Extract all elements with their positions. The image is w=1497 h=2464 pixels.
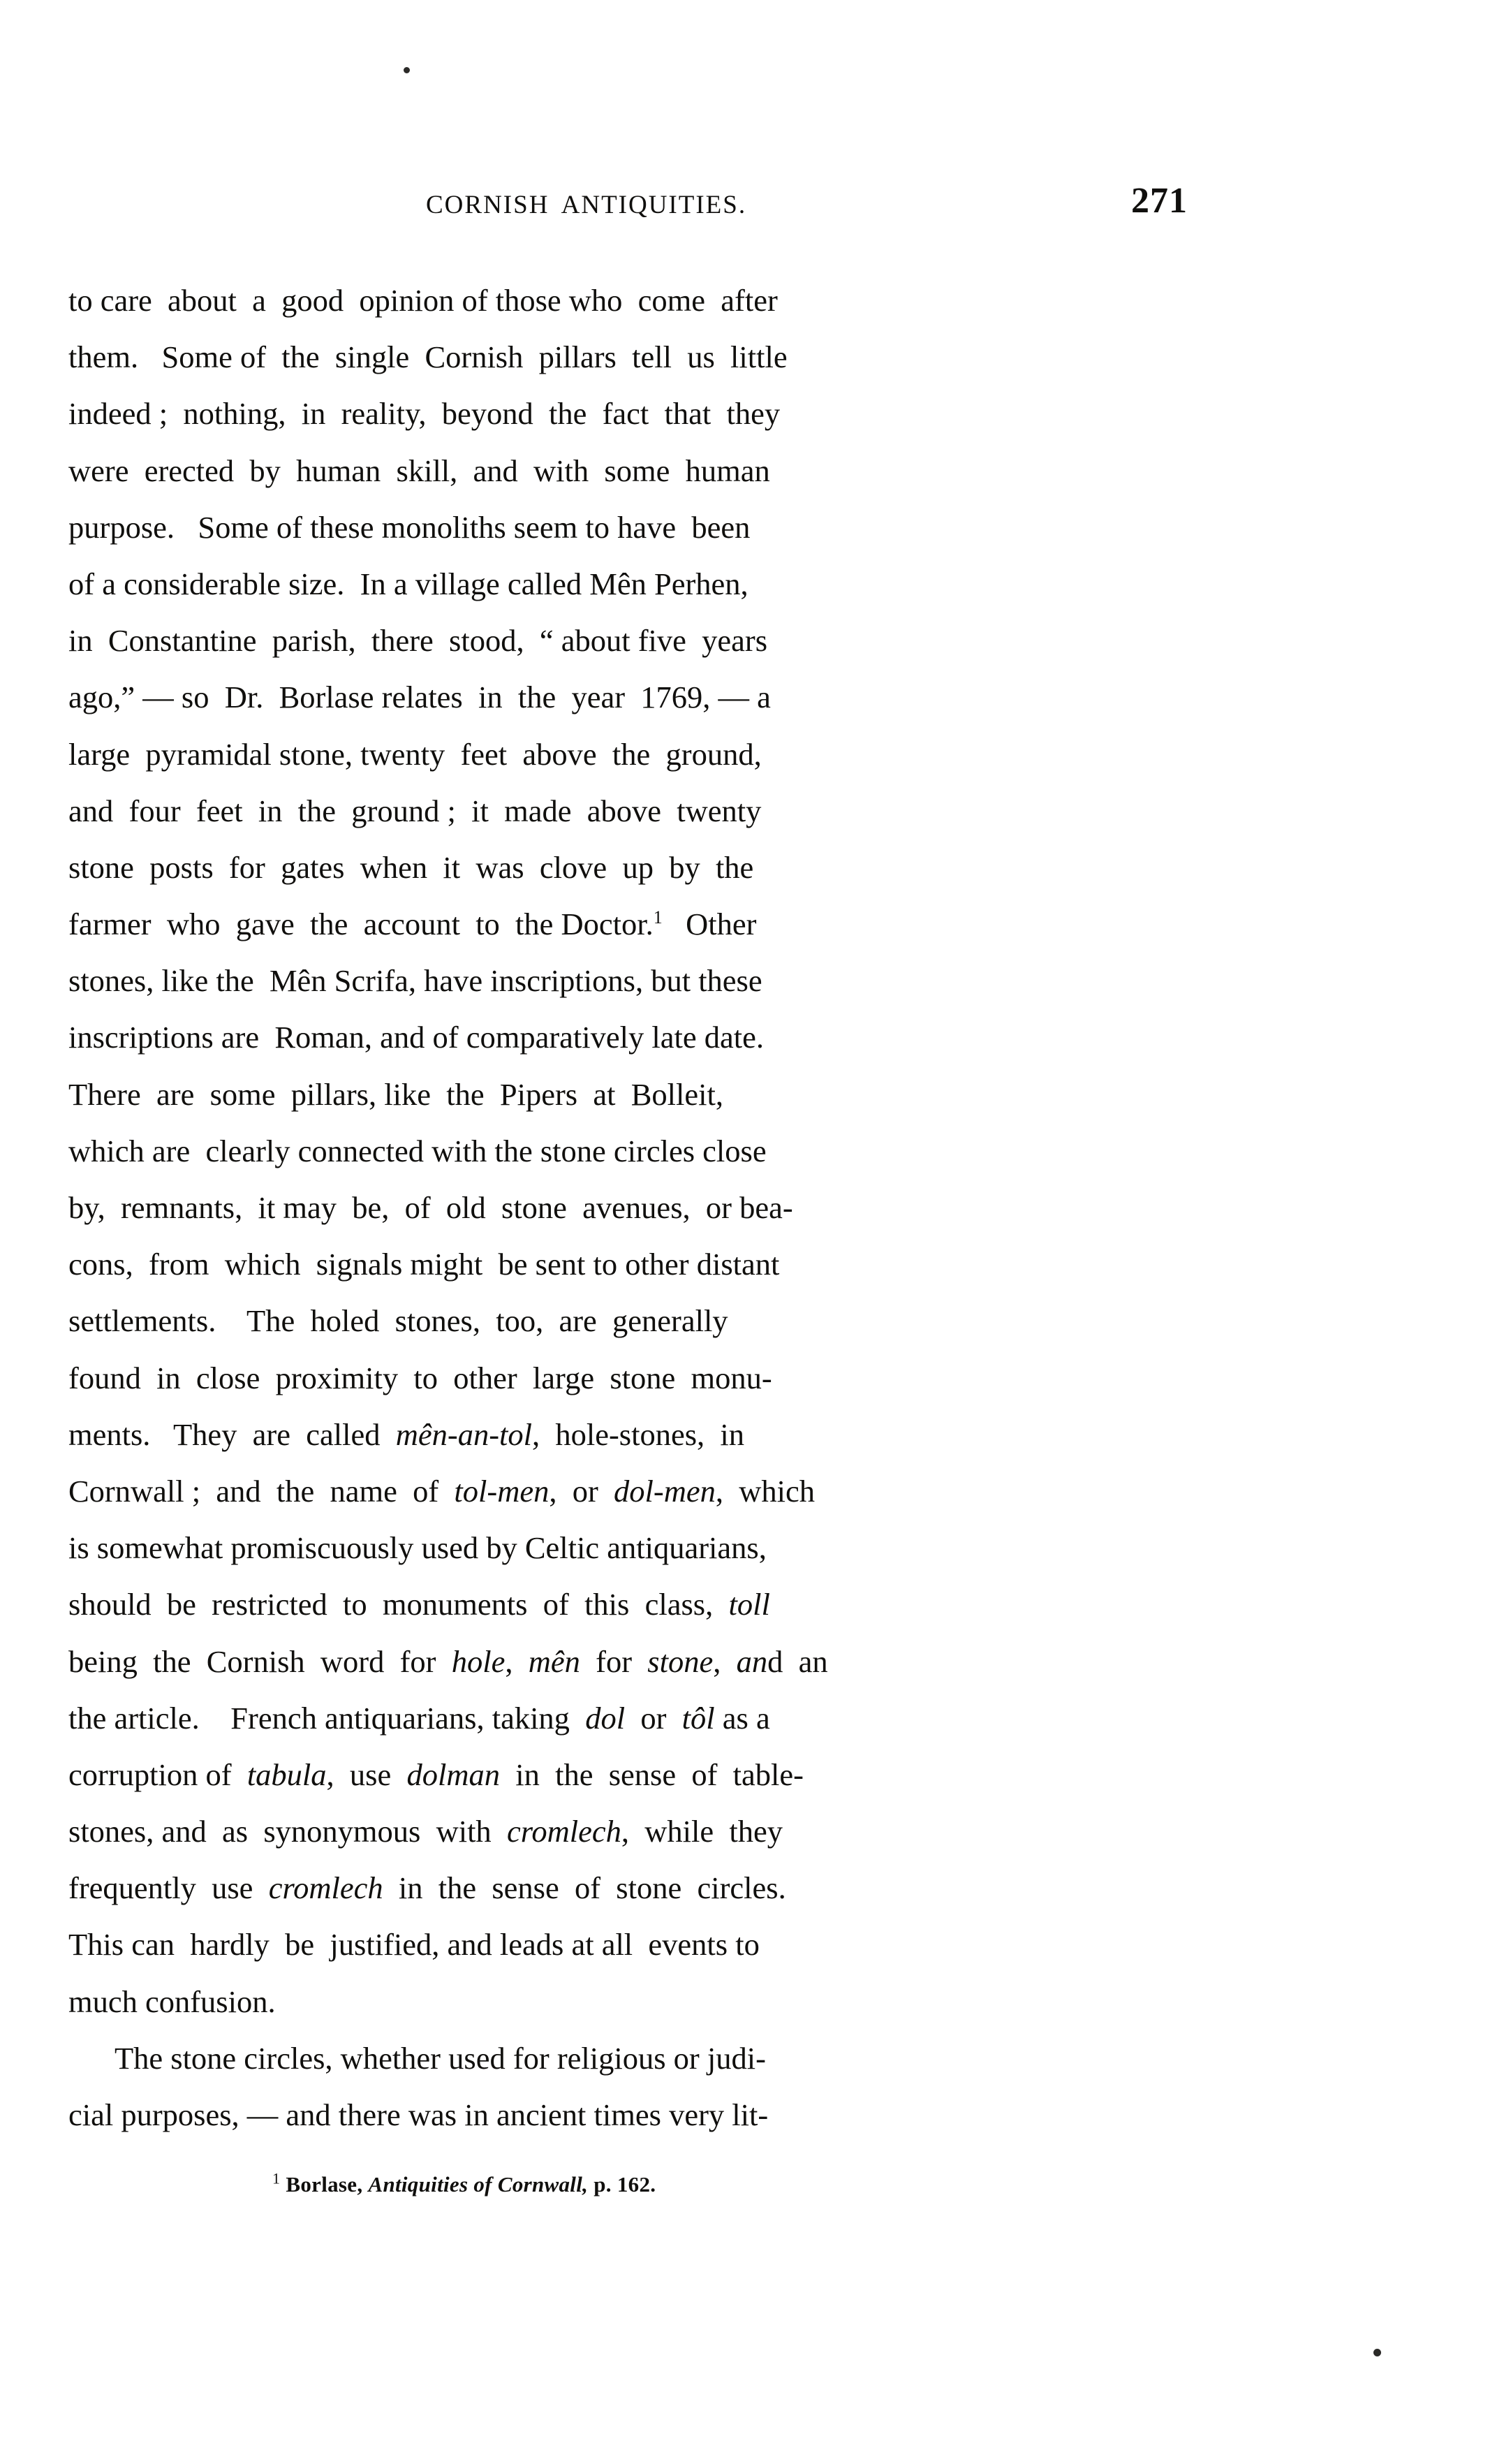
body-line: This can hardly be justified, and leads at all events to (68, 1927, 760, 1963)
body-line: There are some pillars, like the Pipers at Bolleit, (68, 1076, 723, 1112)
body-line: frequently use cromlech in the sense of stone circles. (68, 1870, 786, 1906)
body-line: of a considerable size. In a village called Mên Perhen, (68, 566, 748, 601)
running-head (0, 181, 1497, 233)
body-line: ago,” — so Dr. Borlase relates in the year 1769, — a (68, 680, 771, 715)
body-line: to care about a good opinion of those who come after (68, 283, 778, 318)
body-line: which are clearly connected with the stone circles close (68, 1133, 767, 1168)
body-line: stones, and as synonymous with cromlech, while they (68, 1814, 783, 1849)
body-line: settlements. The holed stones, too, are generally (68, 1303, 728, 1339)
footnote-work: Antiquities of Cornwall, (368, 2172, 589, 2197)
body-line: purpose. Some of these monoliths seem to have been (68, 509, 751, 545)
footnote (272, 2171, 1194, 2199)
body-line: cial purposes, — and there was in ancient times very lit- (68, 2097, 769, 2132)
body-line: farmer who gave the account to the Doctor.$^1$ Other (68, 907, 757, 942)
running-head-title: CORNISH ANTIQUITIES. (426, 191, 747, 219)
body-line: stone posts for gates when it was clove up by the (68, 849, 754, 885)
body-line: The stone circles, whether used for religious or judi- (68, 2040, 766, 2076)
body-text (68, 272, 1215, 2143)
footnote-locator: p. 162. (593, 2172, 656, 2197)
body-line: the article. French antiquarians, taking dol or tôl as a (68, 1700, 770, 1736)
body-line: Cornwall ; and the name of tol-men, or dol-men, which (68, 1473, 816, 1509)
body-line: is somewhat promiscuously used by Celtic antiquarians, (68, 1530, 767, 1566)
body-line: cons, from which signals might be sent to other distant (68, 1247, 780, 1282)
body-line: ments. They are called mên-an-tol, hole-stones, in (68, 1416, 745, 1452)
footnote-author: Borlase, (286, 2172, 363, 2197)
ink-speck-bottom (1373, 2349, 1381, 2356)
body-line: stones, like the Mên Scrifa, have inscriptions, but these (68, 963, 762, 999)
body-line: them. Some of the single Cornish pillars tell us little (68, 339, 788, 375)
body-line: by, remnants, it may be, of old stone avenues, or bea- (68, 1190, 793, 1225)
body-line: much confusion. (68, 1983, 276, 2019)
page-number: 271 (1131, 181, 1188, 221)
body-line: and four feet in the ground ; it made above twenty (68, 793, 762, 828)
body-line: large pyramidal stone, twenty feet above the ground, (68, 736, 762, 772)
body-line: corruption of tabula, use dolman in the sense of table- (68, 1757, 804, 1792)
body-line: in Constantine parish, there stood, “ about five years (68, 623, 768, 659)
body-line: should be restricted to monuments of this class, toll (68, 1587, 770, 1622)
body-line: being the Cornish word for hole, mên for stone, and an (68, 1643, 828, 1679)
ink-speck-top (404, 67, 410, 73)
body-line: inscriptions are Roman, and of comparatively late date. (68, 1020, 764, 1055)
body-line: were erected by human skill, and with some human (68, 453, 770, 488)
body-line: found in close proximity to other large stone monu- (68, 1360, 772, 1395)
footnote-marker: 1 (272, 2169, 281, 2187)
body-line: indeed ; nothing, in reality, beyond the fact that they (68, 396, 781, 432)
